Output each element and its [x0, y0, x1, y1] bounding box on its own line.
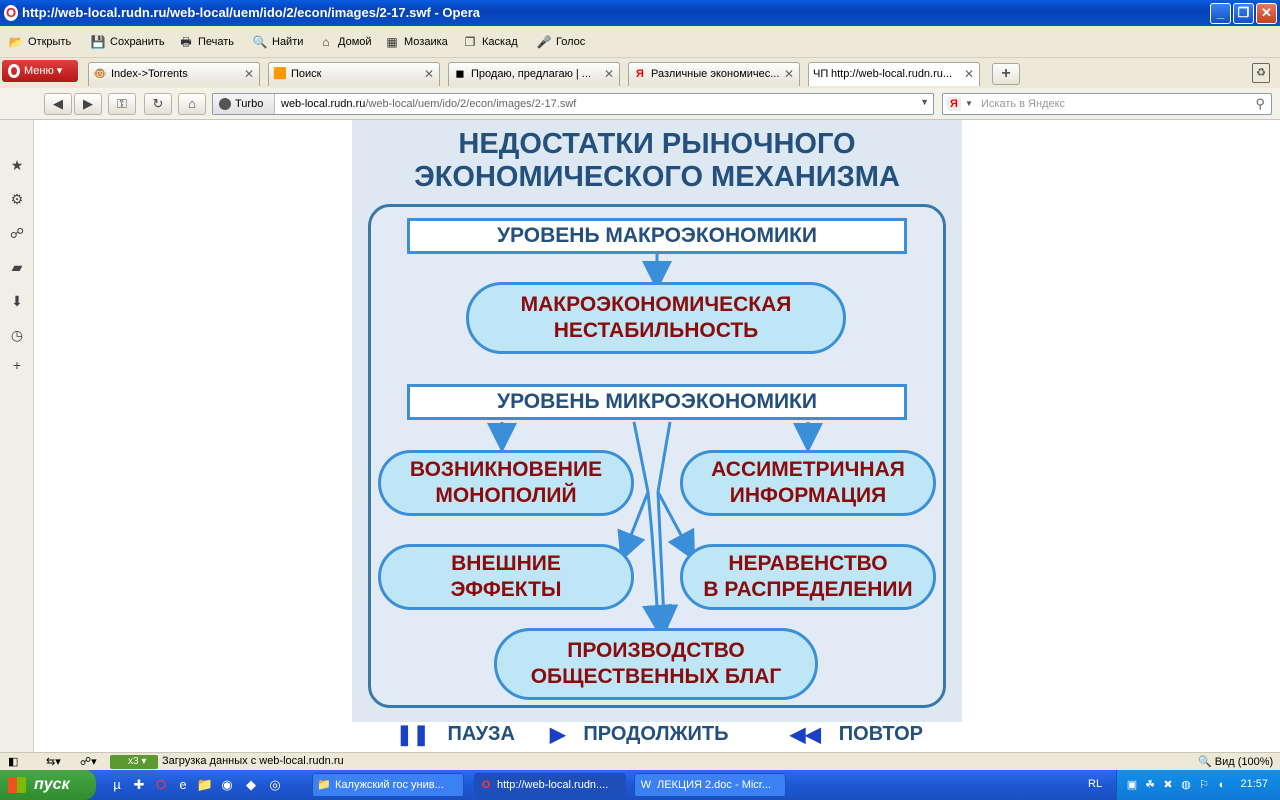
opera-menu-button[interactable]: Меню ▾ — [2, 60, 78, 82]
public-goods-arrow-2 — [658, 492, 664, 620]
folder-icon[interactable]: 📁 — [196, 777, 214, 792]
voice-button[interactable]: 🎤 Голос — [536, 35, 586, 49]
find-button[interactable]: 🔍 Найти — [252, 35, 304, 49]
opera-logo-icon — [8, 64, 20, 78]
save-button[interactable]: 💾 Сохранить — [90, 35, 165, 49]
notes-icon[interactable]: ▰ — [11, 259, 23, 275]
favicon-icon: 🐵 — [93, 68, 107, 80]
window-titlebar — [0, 0, 1280, 26]
history-icon[interactable]: ◷ — [10, 327, 24, 343]
tab-torrents[interactable]: 🐵 Index->Torrents ✕ — [88, 62, 260, 86]
tab-yandex[interactable]: Я Различные экономичес... ✕ — [628, 62, 800, 86]
turbo-icon — [219, 98, 231, 110]
tile-icon: ▦ — [386, 35, 398, 49]
tile-button[interactable]: ▦ Мозаика — [384, 33, 448, 51]
navigation-bar — [0, 88, 1280, 120]
close-tab-icon[interactable]: ✕ — [603, 67, 614, 81]
opera-icon[interactable]: O — [155, 777, 167, 792]
print-button[interactable]: 🖶 Печать — [178, 33, 234, 51]
macro-level-box: УРОВЕНЬ МАКРОЭКОНОМИКИ — [407, 218, 907, 254]
status-bar — [0, 752, 1280, 770]
tab-bar — [0, 58, 1280, 88]
sync-icon[interactable]: ⇆▾ — [46, 756, 61, 768]
unite-status-icon[interactable]: ☍▾ — [80, 756, 97, 768]
cascade-button[interactable]: ❐ Каскад — [462, 33, 518, 51]
window-title: http://web-local.rudn.ru/web-local/uem/ido/2/econ/images/2-17.swf - Opera — [22, 5, 480, 20]
language-indicator[interactable]: RL — [1088, 778, 1103, 790]
back-button[interactable]: ◀ — [44, 93, 72, 115]
bookmarks-icon[interactable]: ★ — [10, 157, 24, 173]
folder-icon: 📁 — [317, 779, 331, 791]
windows-logo-icon — [8, 777, 26, 793]
address-bar[interactable] — [212, 93, 934, 115]
open-button[interactable]: 📂 Открыть — [8, 35, 72, 49]
search-input[interactable]: Искать в Яндекс — [981, 98, 1066, 110]
page-content — [34, 120, 1280, 752]
favicon-icon: ЧП — [813, 68, 829, 80]
close-tab-icon[interactable]: ✕ — [963, 67, 974, 81]
monopoly-pill: ВОЗНИКНОВЕНИЕ МОНОПОЛИЙ — [378, 450, 634, 516]
microphone-icon: 🎤 — [536, 35, 552, 49]
repeat-button[interactable]: ◀◀ ПОВТОР — [790, 722, 923, 746]
search-icon[interactable]: ⚲ — [1255, 96, 1265, 111]
main-toolbar — [0, 26, 1280, 58]
search-box[interactable] — [942, 93, 1272, 115]
turbo-speed-badge[interactable]: x3 ▾ — [110, 755, 158, 769]
home-nav-button[interactable]: ⌂ — [178, 93, 206, 115]
playback-controls — [352, 720, 962, 748]
word-icon: W — [640, 779, 652, 791]
micro-level-box: УРОВЕНЬ МИКРОЭКОНОМИКИ — [407, 384, 907, 420]
zoom-control[interactable]: 🔍 Вид (100%) — [1198, 756, 1274, 768]
ie-icon[interactable]: e — [179, 777, 187, 792]
app-icon[interactable]: ◆ — [246, 777, 256, 792]
pause-icon: ❚❚ — [396, 723, 430, 746]
reload-button[interactable]: ↻ — [144, 93, 172, 115]
home-icon: ⌂ — [322, 35, 330, 49]
tray-app-icon[interactable]: ✖ — [1163, 779, 1173, 791]
start-button[interactable]: пуск — [0, 770, 96, 800]
close-button[interactable]: ✕ — [1256, 3, 1277, 24]
clock: 21:57 — [1240, 778, 1268, 790]
asymmetric-info-pill: АССИМЕТРИЧНАЯ ИНФОРМАЦИЯ — [680, 450, 936, 516]
tab-sell[interactable]: ◼ Продаю, предлагаю | ... ✕ — [448, 62, 620, 86]
yandex-icon: Я — [947, 97, 961, 111]
opera-logo-icon: O — [5, 5, 17, 20]
utorrent-icon[interactable]: µ — [113, 777, 121, 792]
status-message: Загрузка данных с web-local.rudn.ru — [162, 755, 344, 767]
task-word[interactable]: W ЛЕКЦИЯ 2.doc - Micr... — [634, 773, 786, 797]
chrome-icon[interactable]: ◎ — [269, 777, 281, 792]
minimize-button[interactable]: _ — [1210, 3, 1231, 24]
windows-taskbar — [0, 770, 1280, 800]
plus-icon[interactable]: ✚ — [133, 777, 145, 792]
url-text: web-local.rudn.ru/web-local/uem/ido/2/econ/images/2-17.swf — [281, 98, 577, 110]
network-icon[interactable]: ▣ — [1126, 779, 1138, 791]
panel-toggle-icon[interactable]: ◧ — [8, 756, 19, 768]
task-folder[interactable]: 📁 Калужский гос унив... — [312, 773, 464, 797]
new-tab-button[interactable]: + — [992, 63, 1020, 85]
cascade-icon: ❐ — [464, 35, 476, 49]
add-panel-icon[interactable]: + — [12, 357, 22, 373]
macro-instability-pill: МАКРОЭКОНОМИЧЕСКАЯ НЕСТАБИЛЬНОСТЬ — [466, 282, 846, 354]
opera-icon: O — [481, 779, 491, 791]
slide-title: НЕДОСТАТКИ РЫНОЧНОГО ЭКОНОМИЧЕСКОГО МЕХАНИЗМА — [414, 128, 900, 193]
rewind-icon: ◀◀ — [790, 723, 821, 746]
home-button[interactable]: ⌂ Домой — [318, 33, 372, 51]
continue-button[interactable]: ▶ ПРОДОЛЖИТЬ — [550, 722, 729, 746]
chevron-down-icon[interactable]: ▼ — [920, 97, 929, 107]
gear-icon[interactable]: ⚙ — [10, 191, 24, 207]
folder-icon: 📂 — [8, 35, 24, 49]
trash-icon[interactable]: ♻ — [1252, 63, 1270, 83]
find-icon: 🔍 — [252, 35, 268, 49]
wand-button[interactable]: ⚿ — [108, 93, 136, 115]
play-icon: ▶ — [550, 723, 566, 746]
tray-app-icon[interactable]: ◍ — [1181, 779, 1191, 791]
close-tab-icon[interactable]: ✕ — [783, 67, 794, 81]
turbo-button[interactable]: Turbo — [213, 94, 275, 114]
public-goods-pill: ПРОИЗВОДСТВО ОБЩЕСТВЕННЫХ БЛАГ — [494, 628, 818, 700]
task-opera[interactable]: O http://web-local.rudn.... — [474, 773, 626, 797]
inequality-pill: НЕРАВЕНСТВО В РАСПРЕДЕЛЕНИИ — [680, 544, 936, 610]
flash-slide — [352, 120, 962, 722]
tray-app-icon[interactable]: ⚐ — [1199, 779, 1209, 791]
downloads-icon[interactable]: ⬇ — [11, 293, 23, 309]
system-tray — [1116, 770, 1280, 800]
pause-button[interactable]: ❚❚ ПАУЗА — [396, 722, 515, 746]
forward-button[interactable]: ▶ — [74, 93, 102, 115]
close-tab-icon[interactable]: ✕ — [243, 67, 254, 81]
tab-search[interactable]: 🟧 Поиск ✕ — [268, 62, 440, 86]
tab-current[interactable]: ЧП http://web-local.rudn.ru... ✕ — [808, 62, 980, 86]
favicon-icon: 🟧 — [273, 68, 287, 80]
close-tab-icon[interactable]: ✕ — [423, 67, 434, 81]
print-icon: 🖶 — [180, 35, 192, 49]
public-goods-arrow-1 — [648, 492, 658, 620]
side-panel — [0, 120, 34, 752]
save-icon: 💾 — [90, 35, 106, 49]
maximize-button[interactable]: ❐ — [1233, 3, 1254, 24]
app-icon[interactable]: ◉ — [221, 777, 233, 792]
unite-icon[interactable]: ☍ — [9, 225, 25, 241]
favicon-icon: ◼ — [455, 68, 465, 80]
chevron-down-icon[interactable]: ▼ — [965, 99, 973, 108]
externalities-pill: ВНЕШНИЕ ЭФФЕКТЫ — [378, 544, 634, 610]
tray-app-icon[interactable]: ◐ — [1218, 779, 1226, 791]
yandex-icon: Я — [636, 68, 644, 80]
tray-app-icon[interactable]: ☘ — [1145, 779, 1155, 791]
